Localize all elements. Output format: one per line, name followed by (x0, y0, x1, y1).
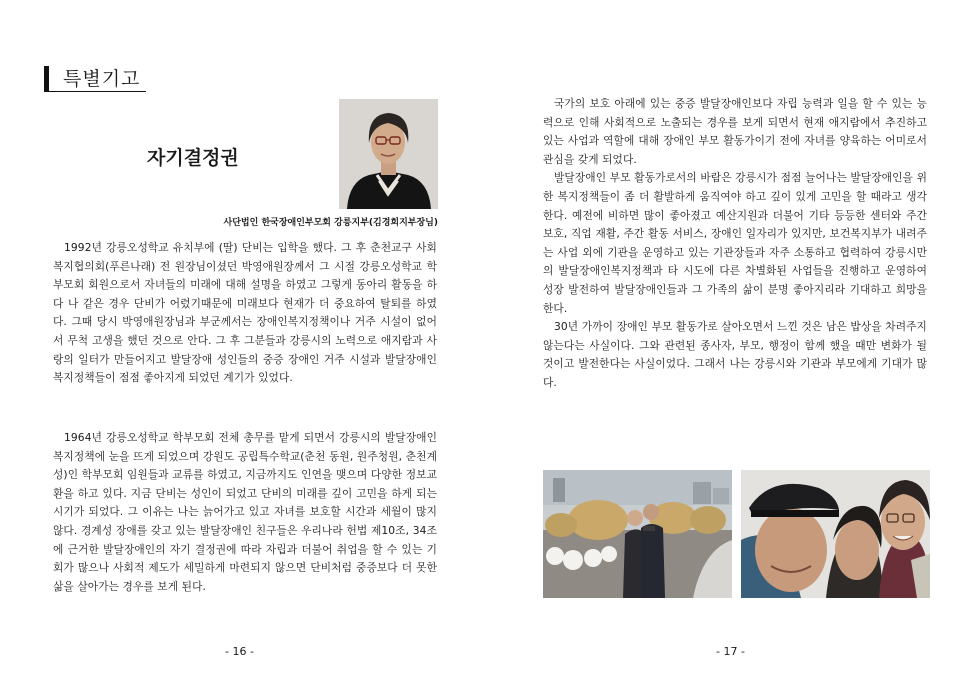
paragraph-text: 30년 가까이 장애인 부모 활동가로 살아오면서 느낀 것은 남은 밥상을 차려주지 않는다는 사실이다. 그와 관련된 종사자, 부모, 행정이 함께 했을 때만 변화가 될 것이고 발전한다는 사실이었다. 그래서 나는 강릉시와 기관과 부모에게 기대가 많다. (543, 320, 927, 389)
section-label: 특별기고 (63, 68, 141, 90)
paragraph-text: 발달장애인 부모 활동가로서의 바람은 강릉시가 점점 늘어나는 발달장애인을 위한 복지정책들이 좀 더 활발하게 움직여야 하고 깊이 있게 고민을 할 때라고 생각한다. 예전에 비하면 많이 좋아졌고 예산지원과 더불어 기타 등등한 센터와 주간 보호, 직업 재활, 주간 활동 서비스, 장애인 일자리가 있지만, 보건복지부가 내려주는 사업 외에 기관을 운영하고 있는 기관장들과 자주 소통하고 협력하여 강릉시만의 발달장애인복지정책과 타 시도에 다른 차별화된 사업들을 진행하고 운영하여 성장 발전하여 발달장애인들과 그 가족의 삶이 분명 좋아지리라 기대하고 희망을 한다. (543, 171, 927, 315)
family-photo (741, 470, 930, 598)
right-page (489, 0, 978, 691)
body-paragraph (53, 239, 437, 388)
article-title: 자기결정권 (147, 147, 239, 169)
author-portrait (339, 99, 438, 209)
paragraph-text: 1992년 강릉오성학교 유치부에 (딸) 단비는 입학을 했다. 그 후 춘천교구 사회복지협의회(푸른나래) 전 원장님이셨던 박영애원장께서 그 시절 강릉오성학교 학부모회 회원으로서 자녀들의 미래에 대해 설명을 하였고 그렇게 동아리 활동을 하다 나 같은 경우 단비가 어렸기때문에 미래보다 현재가 더 중요하여 탈퇴를 하였다. 그때 당시 박영애원장님과 부군께서는 장애인복지정책이나 거주 시설이 없어서 무척 고생을 했던 것으로 안다. 그 후 그분들과 강릉시의 노력으로 애지람과 사랑의 일터가 만들어지고 발달장애 성인들의 중증 장애인 거주 시설과 발달장애인 복지정책들이 점점 좋아지게 되었던 계기가 있었다. (53, 241, 437, 385)
section-tag (44, 66, 146, 92)
body-column (543, 95, 927, 393)
author-byline: 사단법인 한국장애인부모회 강릉지부(김경희지부장님) (223, 218, 438, 228)
paragraph-text: 국가의 보호 아래에 있는 중증 발달장애인보다 자립 능력과 일을 할 수 있는 능력으로 인해 사회적으로 노출되는 경우를 보게 되면서 현재 애지람에서 추진하고 있는 사업과 역할에 대해 장애인 부모 활동가이기 전에 자녀를 양육하는 어미로서 관심을 갖게 되었다. (543, 97, 927, 166)
event-photo (543, 470, 732, 598)
body-paragraph (53, 429, 437, 596)
page-number: - 16 - (225, 645, 254, 658)
page-number: - 17 - (716, 645, 745, 658)
paragraph-text: 1964년 강릉오성학교 학부모회 전체 총무를 맡게 되면서 강릉시의 발달장애인복지정책에 눈을 뜨게 되었으며 강원도 공립특수학교(춘천 동원, 원주청원, 춘천계성)인 학부모회 임원들과 교류를 하였고, 지금까지도 인연을 맺으며 다양한 정보교환을 하고 있다. 지금 단비는 성인이 되었고 단비의 미래를 깊이 고민을 하게 되는 시기가 되었다. 그 이유는 나는 늙어가고 있고 자녀를 보호할 시간과 세월이 많지 않다. 경계성 장애를 갖고 있는 발달장애인 친구들은 우리나라 헌법 제10조, 34조에 근거한 발달장애인의 자기 결정권에 따라 자립과 더불어 취업을 할 수 있는 기회가 많으나 사회적 제도가 세밀하게 마련되지 않으면 단비처럼 중증보다 더 못한 삶을 살아가는 경우를 보게 된다. (53, 431, 437, 593)
